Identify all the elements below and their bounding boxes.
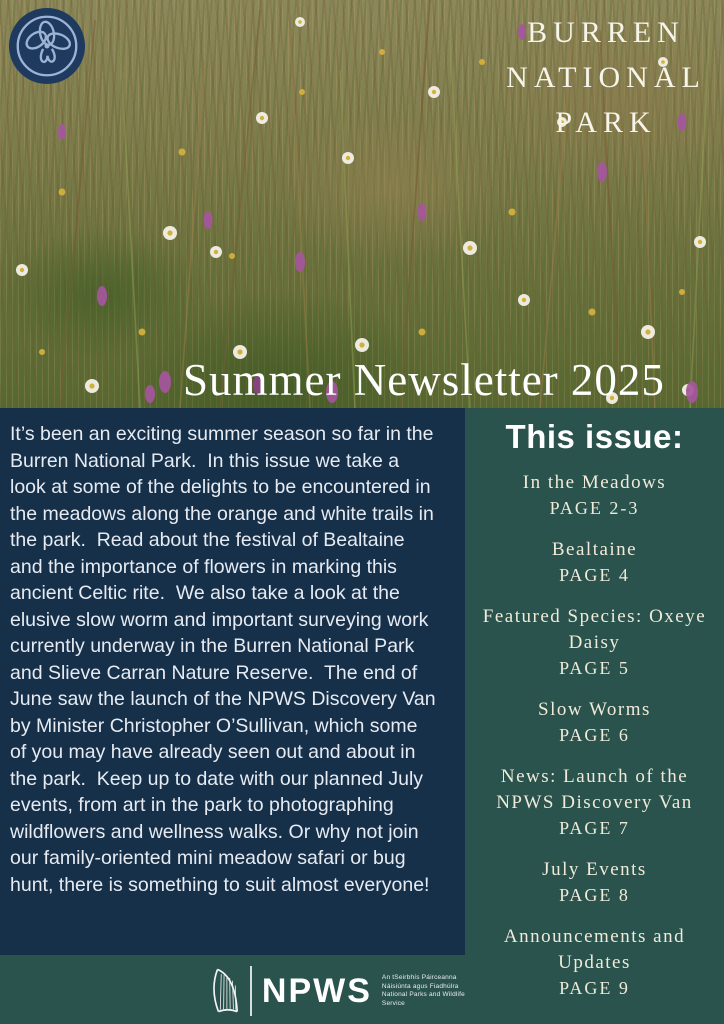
toc-item-page: PAGE 2-3 xyxy=(549,498,640,518)
toc-item-title: Featured Species: Oxeye Daisy xyxy=(482,606,707,653)
toc-item-page: PAGE 8 xyxy=(559,885,630,905)
park-name-line: PARK xyxy=(555,106,657,139)
toc-panel xyxy=(465,408,724,1024)
intro-paragraph: It’s been an exciting summer season so far in the Burren National Park. In this issue we take a look at some of the delights to be encountered in the meadows along the orange and white trails in the park. Read about the festival of Bealtaine and the importance of flowers in marking this ancient Celtic rite. We also take a look at the elusive slow worm and important surveying work currently underway in the Burren National Park and Slieve Carran Nature Reserve. The end of June saw the launch of the NPWS Discovery Van by Minister Christopher O’Sullivan, which some of you may have already seen out and about in the park. Keep up to date with our planned July events, from art in the park to photographing wildflowers and wellness walks. Or why not join our family-oriented mini meadow safari or bug hunt, there is something to suit almost everyone! xyxy=(10,423,442,896)
npws-full-name xyxy=(382,974,465,1008)
park-name-line: BURREN xyxy=(527,16,685,49)
npws-acronym: NPWS xyxy=(261,971,372,1010)
toc-heading: This issue: xyxy=(505,418,684,455)
newsletter-title: Summer Newsletter 2025 xyxy=(183,355,665,405)
burren-park-logo orchid-logo-icon xyxy=(8,7,86,85)
meadow-photo xyxy=(0,0,724,408)
toc-items xyxy=(465,470,724,1000)
harp-icon xyxy=(210,966,240,1016)
toc-item xyxy=(481,764,708,840)
toc-item-title: Bealtaine xyxy=(551,539,638,560)
toc-item-title: News: Launch of the NPWS Discovery Van xyxy=(496,766,693,813)
npws-name-line: Service xyxy=(381,999,405,1007)
toc-item xyxy=(481,697,708,747)
toc-item xyxy=(481,857,708,907)
npws-name-line: An tSeirbhís Páirceanna xyxy=(381,974,457,981)
toc-item xyxy=(481,537,708,587)
toc-item-page: PAGE 7 xyxy=(559,818,630,838)
npws-logo xyxy=(210,966,465,1016)
npws-name-line: National Parks and Wildlife xyxy=(381,991,465,998)
toc-item-title: Slow Worms xyxy=(538,699,651,720)
npws-name-line: Náisiúnta agus Fiadhúlra xyxy=(381,982,459,990)
toc-item-page: PAGE 6 xyxy=(559,725,630,745)
park-name xyxy=(494,10,712,145)
toc-item-page: PAGE 4 xyxy=(559,565,630,585)
toc-item-title: In the Meadows xyxy=(522,472,667,493)
footer xyxy=(0,958,465,1024)
toc-item-page: PAGE 9 xyxy=(559,978,630,998)
toc-item xyxy=(481,604,708,680)
toc-item xyxy=(481,924,708,1000)
footer-divider xyxy=(250,966,252,1016)
intro-panel xyxy=(0,408,465,955)
toc-item xyxy=(481,470,708,520)
park-name-line: NATIONAL xyxy=(506,61,706,94)
toc-item-page: PAGE 5 xyxy=(559,658,630,678)
toc-item-title: July Events xyxy=(542,859,647,880)
toc-item-title: Announcements and Updates xyxy=(503,926,686,973)
